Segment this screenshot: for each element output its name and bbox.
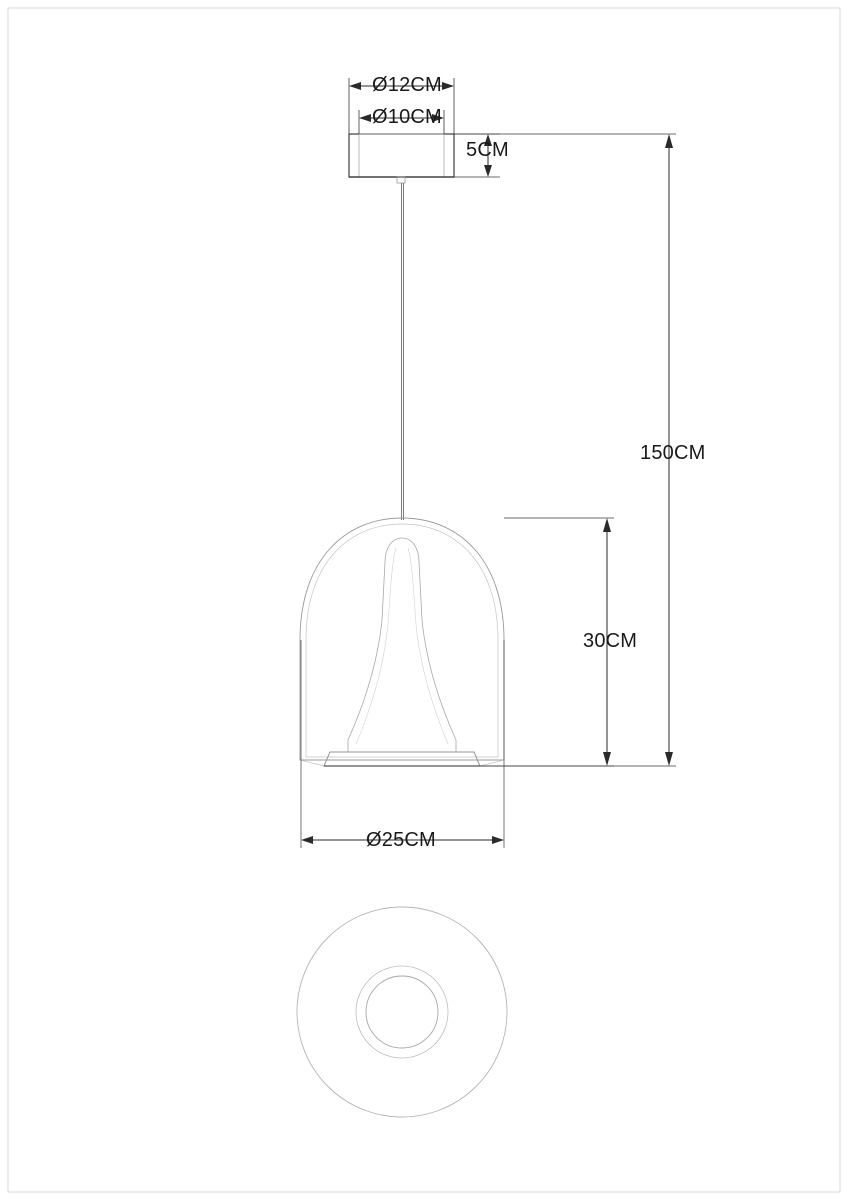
plan-middle-circle <box>356 966 448 1058</box>
plan-outer-circle <box>297 907 507 1117</box>
dimension-label-total-drop-height: 150CM <box>640 442 706 464</box>
cone-highlight-right <box>408 548 448 744</box>
canopy-cable-gland <box>397 177 405 183</box>
shade-inner-profile <box>306 524 498 757</box>
dimension-label-canopy-inner-diameter: Ø10CM <box>372 106 442 128</box>
dimension-shade-diameter <box>301 640 504 848</box>
dimension-label-canopy-outer-diameter: Ø12CM <box>372 74 442 96</box>
canopy-body <box>349 134 454 177</box>
diffuser-cone <box>348 538 456 752</box>
top-plan-view <box>297 907 507 1117</box>
dimension-label-shade-height: 30CM <box>583 630 638 652</box>
cone-highlight-left <box>356 548 396 744</box>
shade-base-ring <box>324 752 480 766</box>
dimension-label-shade-diameter: Ø25CM <box>366 829 436 851</box>
plan-inner-circle <box>366 976 438 1048</box>
canopy-assembly <box>349 134 454 183</box>
shade-outer-profile <box>300 518 504 760</box>
glass-shade <box>300 518 504 766</box>
page-border <box>8 8 840 1192</box>
shade-rim-right <box>480 760 504 766</box>
suspension-cable <box>402 183 404 520</box>
dimension-label-canopy-height: 5CM <box>466 139 509 161</box>
shade-rim-left <box>300 760 324 766</box>
